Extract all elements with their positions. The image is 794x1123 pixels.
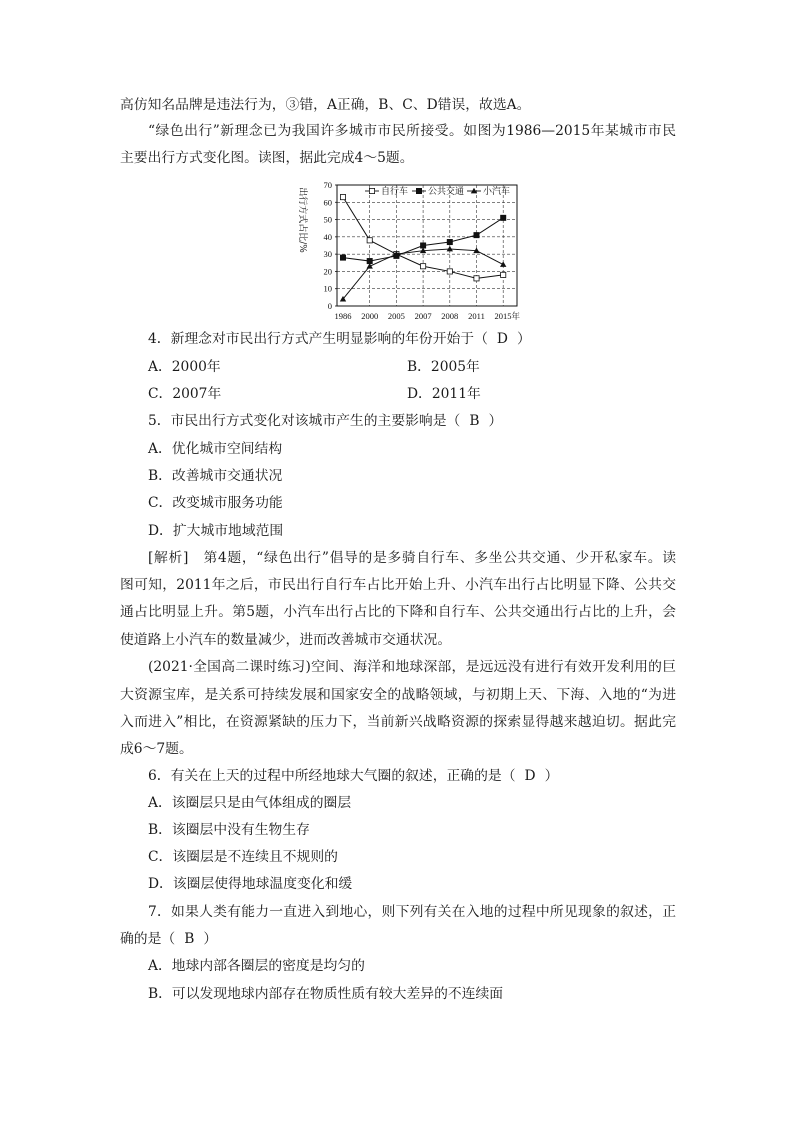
data-point-series-0 xyxy=(474,276,479,281)
analysis-line: 图可知，2011年之后，市民出行自行车占比开始上升、小汽车出行占比明显下降、公共交 xyxy=(120,577,676,593)
question-6-option-c: C．该圈层是不连续且不规则的 xyxy=(148,849,338,865)
question-7-option-a: A．地球内部各圈层的密度是均匀的 xyxy=(148,958,365,974)
question-4-option-b: B．2005年 xyxy=(407,359,480,375)
x-tick-label: 1986 xyxy=(334,311,352,321)
data-point-series-2 xyxy=(500,261,506,267)
data-point-series-1 xyxy=(367,258,372,263)
y-tick-label: 0 xyxy=(327,301,332,311)
question-6-answer: D xyxy=(524,768,536,784)
question-7-stem: 确的是（ xyxy=(120,931,176,947)
data-point-series-2 xyxy=(447,246,453,252)
question-7 xyxy=(120,929,676,949)
legend-marker xyxy=(416,188,421,193)
material-intro-line: 大资源宝库，是关系可持续发展和国家安全的战略领域，与初期上天、下海、入地的“为进 xyxy=(120,687,676,703)
question-4 xyxy=(148,329,676,349)
analysis-line: 使道路上小汽车的数量减少，进而改善城市交通状况。 xyxy=(120,632,452,648)
question-6-option-b: B．该圈层中没有生物生存 xyxy=(148,822,310,838)
y-axis-label: 出行方式占比/% xyxy=(297,187,307,253)
data-point-series-1 xyxy=(421,243,426,248)
data-point-series-0 xyxy=(367,238,372,243)
question-5-option-d: D．扩大城市地域范围 xyxy=(148,523,284,539)
question-6-option-a: A．该圈层只是由气体组成的圈层 xyxy=(148,795,352,811)
question-4-close: ） xyxy=(516,331,531,347)
question-5-close: ） xyxy=(488,413,503,429)
question-4-option-c: C．2007年 xyxy=(148,386,222,402)
material-intro-line: (2021·全国高二课时练习)空间、海洋和地球深部，是远远没有进行有效开发利用的巨 xyxy=(148,659,676,675)
question-7-stem-line: 7．如果人类有能力一直进入到地心，则下列有关在入地的过程中所见现象的叙述，正 xyxy=(148,904,676,920)
y-tick-label: 20 xyxy=(323,266,332,277)
material-intro-line: 入而进入”相比，在资源紧缺的压力下，当前新兴战略资源的探索显得越来越迫切。据此完 xyxy=(120,714,676,730)
x-tick-label: 2008 xyxy=(441,311,459,321)
y-tick-label: 30 xyxy=(323,249,332,260)
question-6-close: ） xyxy=(544,768,559,784)
x-tick-label: 2005 xyxy=(387,311,405,321)
data-point-series-1 xyxy=(447,239,452,244)
question-5 xyxy=(148,411,676,431)
question-5-option-a: A．优化城市空间结构 xyxy=(148,441,283,457)
question-5-option-b: B．改善城市交通状况 xyxy=(148,468,283,484)
data-point-series-0 xyxy=(340,195,345,200)
material-intro-line: 成6～7题。 xyxy=(120,741,193,757)
question-5-answer: B xyxy=(469,413,480,429)
analysis-line: [解析] 第4题，“绿色出行”倡导的是多骑自行车、多坐公共交通、少开私家车。读 xyxy=(148,550,676,566)
question-5-option-c: C．改变城市服务功能 xyxy=(148,495,283,511)
plot-layer xyxy=(297,180,520,321)
legend-label: 小汽车 xyxy=(483,187,511,198)
question-4-option-d: D．2011年 xyxy=(407,386,481,402)
x-tick-label: 2015年 xyxy=(494,311,520,321)
y-tick-label: 60 xyxy=(323,197,332,208)
y-tick-label: 70 xyxy=(323,180,332,190)
question-6-stem: 6．有关在上天的过程中所经地球大气圈的叙述，正确的是（ xyxy=(148,768,516,784)
data-point-series-1 xyxy=(474,233,479,238)
question-6 xyxy=(148,766,676,786)
previous-answer-explanation: 高仿知名品牌是违法行为，③错，A正确，B、C、D错误，故选A。 xyxy=(120,97,531,113)
legend-marker xyxy=(369,188,374,193)
x-tick-label: 2000 xyxy=(361,311,379,321)
plot-frame xyxy=(337,185,517,306)
question-7-close: ） xyxy=(203,931,218,947)
question-5-stem: 5．市民出行方式变化对该城市产生的主要影响是（ xyxy=(148,413,461,429)
x-tick-label: 2011 xyxy=(468,311,485,321)
material-intro-line: “绿色出行”新理念已为我国许多城市市民所接受。如图为1986—2015年某城市市民 xyxy=(148,123,676,139)
data-point-series-1 xyxy=(340,255,345,260)
y-tick-label: 50 xyxy=(323,214,332,225)
data-point-series-0 xyxy=(447,269,452,274)
material-intro-line: 主要出行方式变化图。读图，据此完成4～5题。 xyxy=(120,150,414,166)
question-6-option-d: D．该圈层使得地球温度变化和缓 xyxy=(148,876,353,892)
question-7-answer: B xyxy=(184,931,195,947)
question-4-option-a: A．2000年 xyxy=(148,359,221,375)
y-tick-label: 10 xyxy=(323,283,332,294)
x-tick-label: 2007 xyxy=(414,311,432,321)
question-4-stem: 4．新理念对市民出行方式产生明显影响的年份开始于（ xyxy=(148,331,488,347)
y-tick-label: 40 xyxy=(323,231,332,242)
travel-mode-line-chart xyxy=(290,176,530,326)
question-7-option-b: B．可以发现地球内部存在物质性质有较大差异的不连续面 xyxy=(148,986,504,1002)
question-4-answer: D xyxy=(496,331,508,347)
data-point-series-0 xyxy=(421,264,426,269)
data-point-series-0 xyxy=(501,272,506,277)
analysis-line: 通占比明显上升。第5题，小汽车出行占比的下降和自行车、公共交通出行占比的上升，会 xyxy=(120,604,676,620)
legend-label: 自行车 xyxy=(381,187,409,198)
legend-label: 公共交通 xyxy=(428,187,465,198)
data-point-series-1 xyxy=(501,215,506,220)
